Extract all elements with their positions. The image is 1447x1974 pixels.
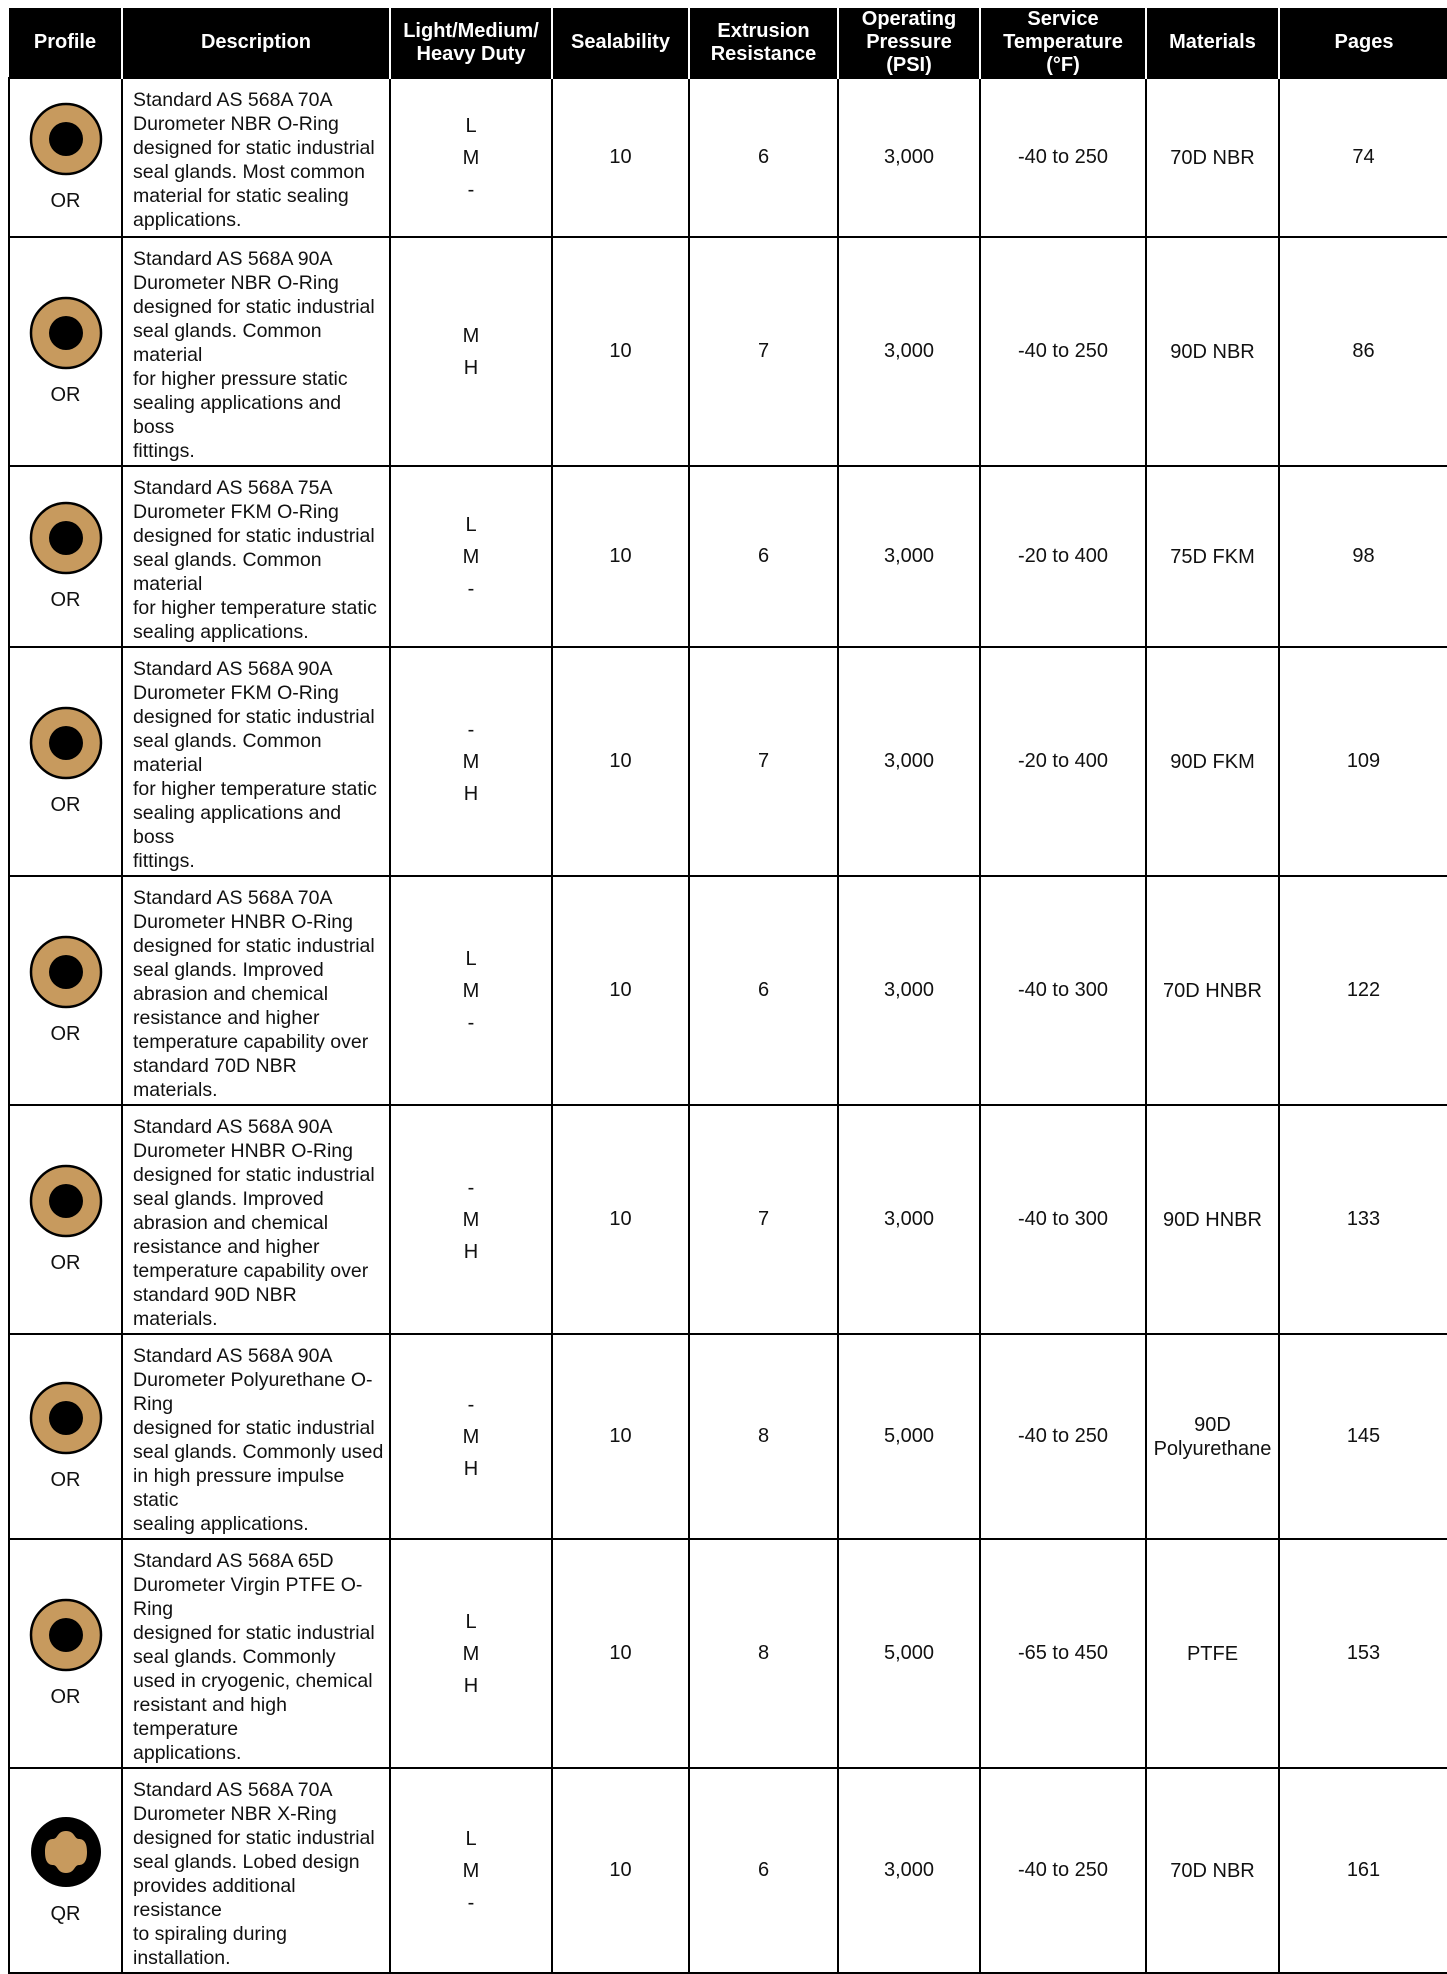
sealability-cell: 10 (552, 78, 689, 237)
column-header-pages: Pages (1279, 8, 1447, 78)
o-ring-profile-icon (29, 296, 103, 370)
description-line: Standard AS 568A 70A (133, 1779, 333, 1801)
column-header-duty: Light/Medium/ Heavy Duty (390, 8, 552, 78)
description-line: Standard AS 568A 90A (133, 1345, 333, 1367)
description-line: seal glands. Improved (133, 1188, 324, 1210)
profile-figure (10, 1815, 121, 1926)
duty-level: L (465, 114, 477, 137)
service-temperature-cell: -20 to 400 (980, 466, 1146, 647)
description-line: designed for static industrial (133, 525, 375, 547)
profile-figure (10, 102, 121, 213)
description-line: seal glands. Commonly (133, 1646, 336, 1668)
extrusion-resistance-cell: 6 (689, 466, 838, 647)
description-cell (122, 1105, 390, 1334)
description-line: provides additional resistance (133, 1875, 296, 1921)
profile-figure (10, 1598, 121, 1709)
description-cell (122, 466, 390, 647)
description-line: for higher pressure static (133, 368, 348, 390)
table-row (9, 1105, 1447, 1334)
description-line: Durometer Polyurethane O-Ring (133, 1369, 373, 1415)
description-line: Standard AS 568A 90A (133, 658, 333, 680)
profile-code: OR (50, 1469, 81, 1491)
duty-cell (390, 1768, 552, 1973)
duty-level: H (463, 782, 479, 805)
duty-level: - (467, 1891, 475, 1914)
duty-level: - (467, 718, 475, 741)
extrusion-resistance-cell: 6 (689, 1768, 838, 1973)
table-row (9, 1768, 1447, 1973)
extrusion-resistance-cell: 8 (689, 1334, 838, 1539)
description-cell (122, 237, 390, 466)
description-line: fittings. (133, 440, 195, 462)
duty-level: - (467, 178, 475, 201)
operating-pressure-cell: 3,000 (838, 1105, 980, 1334)
extrusion-resistance-cell: 8 (689, 1539, 838, 1768)
description-line: in high pressure impulse static (133, 1465, 345, 1511)
duty-cell (390, 1334, 552, 1539)
description-line: Durometer NBR O-Ring (133, 272, 339, 294)
description-line: seal glands. Improved (133, 959, 324, 981)
pages-cell: 145 (1279, 1334, 1447, 1539)
materials-cell (1146, 237, 1279, 466)
description-cell (122, 78, 390, 237)
sealability-cell: 10 (552, 647, 689, 876)
materials-cell (1146, 876, 1279, 1105)
profile-figure (10, 1381, 121, 1492)
profile-cell (9, 647, 122, 876)
description-line: designed for static industrial (133, 1622, 375, 1644)
description-line: seal glands. Common material (133, 730, 322, 776)
description-line: resistant and high temperature (133, 1694, 287, 1740)
material-line: Polyurethane (1153, 1437, 1272, 1460)
description-cell (122, 1539, 390, 1768)
description-line: standard 70D NBR materials. (133, 1055, 297, 1101)
duty-level: H (463, 1457, 479, 1480)
sealability-cell: 10 (552, 1105, 689, 1334)
description-line: applications. (133, 209, 242, 231)
profile-code: OR (50, 190, 81, 212)
service-temperature-cell: -40 to 250 (980, 237, 1146, 466)
description-line: applications. (133, 1742, 242, 1764)
duty-level: L (465, 947, 477, 970)
description-cell (122, 1334, 390, 1539)
description-line: seal glands. Lobed design (133, 1851, 360, 1873)
o-ring-profile-icon (29, 706, 103, 780)
service-temperature-cell: -20 to 400 (980, 647, 1146, 876)
description-line: seal glands. Common material (133, 549, 322, 595)
description-line: seal glands. Common material (133, 320, 322, 366)
o-ring-profile-icon (29, 1598, 103, 1672)
description-cell (122, 647, 390, 876)
description-line: Standard AS 568A 75A (133, 477, 333, 499)
material-line: 90D HNBR (1163, 1208, 1262, 1231)
table-row (9, 237, 1447, 466)
table-row (9, 466, 1447, 647)
duty-level: M (462, 1208, 480, 1231)
description-line: material for static sealing (133, 185, 349, 207)
pages-cell: 122 (1279, 876, 1447, 1105)
material-line: 70D HNBR (1163, 979, 1262, 1002)
pages-cell: 74 (1279, 78, 1447, 237)
description-line: seal glands. Commonly used (133, 1441, 384, 1463)
header-row (9, 8, 1447, 78)
duty-level: - (467, 577, 475, 600)
description-line: Standard AS 568A 65D (133, 1550, 334, 1572)
column-header-sealability: Sealability (552, 8, 689, 78)
description-line: designed for static industrial (133, 1417, 375, 1439)
description-line: sealing applications and boss (133, 802, 342, 848)
o-ring-profile-icon (29, 501, 103, 575)
column-header-service-temperature: Service Temperature (°F) (980, 8, 1146, 78)
operating-pressure-cell: 5,000 (838, 1539, 980, 1768)
materials-cell (1146, 1539, 1279, 1768)
description-line: to spiraling during installation. (133, 1923, 287, 1969)
duty-level: M (462, 1642, 480, 1665)
description-line: Standard AS 568A 90A (133, 1116, 333, 1138)
operating-pressure-cell: 3,000 (838, 466, 980, 647)
duty-level: H (463, 1240, 479, 1263)
duty-level: M (462, 146, 480, 169)
profile-cell (9, 237, 122, 466)
description-line: temperature capability over (133, 1031, 369, 1053)
materials-cell (1146, 1105, 1279, 1334)
description-line: Durometer HNBR O-Ring (133, 1140, 353, 1162)
duty-level: - (467, 1393, 475, 1416)
table-row (9, 78, 1447, 237)
operating-pressure-cell: 3,000 (838, 647, 980, 876)
duty-cell (390, 876, 552, 1105)
profile-figure (10, 1164, 121, 1275)
description-line: designed for static industrial (133, 1827, 375, 1849)
duty-cell (390, 78, 552, 237)
service-temperature-cell: -40 to 250 (980, 1334, 1146, 1539)
description-cell (122, 1768, 390, 1973)
description-line: fittings. (133, 850, 195, 872)
duty-level: - (467, 1011, 475, 1034)
material-line: 90D (1194, 1413, 1231, 1436)
o-ring-profile-icon (29, 935, 103, 1009)
o-ring-profile-icon (29, 102, 103, 176)
materials-cell (1146, 78, 1279, 237)
duty-cell (390, 1105, 552, 1334)
duty-level: M (462, 979, 480, 1002)
column-header-profile: Profile (9, 8, 122, 78)
description-line: designed for static industrial (133, 706, 375, 728)
profile-figure (10, 706, 121, 817)
table-row (9, 647, 1447, 876)
material-line: 90D FKM (1170, 750, 1255, 773)
profile-code: OR (50, 1252, 81, 1274)
profile-code: OR (50, 589, 81, 611)
operating-pressure-cell: 3,000 (838, 876, 980, 1105)
description-line: abrasion and chemical (133, 983, 329, 1005)
description-line: sealing applications and boss (133, 392, 342, 438)
service-temperature-cell: -40 to 300 (980, 876, 1146, 1105)
duty-cell (390, 237, 552, 466)
duty-level: M (462, 1425, 480, 1448)
profile-cell (9, 1105, 122, 1334)
pages-cell: 86 (1279, 237, 1447, 466)
pages-cell: 98 (1279, 466, 1447, 647)
column-header-extrusion-resistance: Extrusion Resistance (689, 8, 838, 78)
profile-figure (10, 501, 121, 612)
profile-cell (9, 876, 122, 1105)
materials-cell (1146, 466, 1279, 647)
duty-level: M (462, 324, 480, 347)
column-header-description: Description (122, 8, 390, 78)
profile-cell (9, 466, 122, 647)
extrusion-resistance-cell: 7 (689, 647, 838, 876)
description-line: Standard AS 568A 90A (133, 248, 333, 270)
profile-cell (9, 1768, 122, 1973)
description-line: Durometer HNBR O-Ring (133, 911, 353, 933)
description-line: designed for static industrial (133, 935, 375, 957)
profile-cell (9, 78, 122, 237)
materials-cell (1146, 647, 1279, 876)
pages-cell: 161 (1279, 1768, 1447, 1973)
extrusion-resistance-cell: 6 (689, 876, 838, 1105)
service-temperature-cell: -40 to 250 (980, 78, 1146, 237)
sealability-cell: 10 (552, 237, 689, 466)
description-line: designed for static industrial (133, 296, 375, 318)
description-line: for higher temperature static (133, 778, 377, 800)
description-line: Standard AS 568A 70A (133, 887, 333, 909)
materials-cell (1146, 1334, 1279, 1539)
service-temperature-cell: -65 to 450 (980, 1539, 1146, 1768)
description-line: for higher temperature static (133, 597, 377, 619)
description-line: abrasion and chemical (133, 1212, 329, 1234)
operating-pressure-cell: 3,000 (838, 1768, 980, 1973)
profile-code: OR (50, 1023, 81, 1045)
description-line: designed for static industrial (133, 1164, 375, 1186)
service-temperature-cell: -40 to 300 (980, 1105, 1146, 1334)
material-line: PTFE (1186, 1642, 1239, 1665)
sealability-cell: 10 (552, 1768, 689, 1973)
duty-cell (390, 1539, 552, 1768)
table-body (9, 78, 1447, 1973)
profile-cell (9, 1334, 122, 1539)
material-line: 75D FKM (1170, 545, 1255, 568)
description-line: Durometer Virgin PTFE O-Ring (133, 1574, 363, 1620)
duty-level: L (465, 1827, 477, 1850)
profile-code: OR (50, 384, 81, 406)
description-line: temperature capability over (133, 1260, 369, 1282)
table-row (9, 1539, 1447, 1768)
description-line: seal glands. Most common (133, 161, 365, 183)
operating-pressure-cell: 3,000 (838, 78, 980, 237)
duty-level: L (465, 1610, 477, 1633)
extrusion-resistance-cell: 6 (689, 78, 838, 237)
description-line: resistance and higher (133, 1007, 320, 1029)
pages-cell: 109 (1279, 647, 1447, 876)
description-line: standard 90D NBR materials. (133, 1284, 297, 1330)
sealability-cell: 10 (552, 1334, 689, 1539)
description-line: Durometer FKM O-Ring (133, 682, 339, 704)
description-line: Durometer NBR O-Ring (133, 113, 339, 135)
pages-cell: 133 (1279, 1105, 1447, 1334)
sealability-cell: 10 (552, 1539, 689, 1768)
materials-cell (1146, 1768, 1279, 1973)
seal-selection-table (8, 8, 1447, 1974)
profile-code: QR (50, 1903, 81, 1925)
duty-level: L (465, 513, 477, 536)
duty-level: H (463, 356, 479, 379)
seal-selection-table-container (8, 8, 1447, 1974)
duty-cell (390, 647, 552, 876)
description-line: designed for static industrial (133, 137, 375, 159)
extrusion-resistance-cell: 7 (689, 237, 838, 466)
description-line: resistance and higher (133, 1236, 320, 1258)
operating-pressure-cell: 5,000 (838, 1334, 980, 1539)
pages-cell: 153 (1279, 1539, 1447, 1768)
sealability-cell: 10 (552, 466, 689, 647)
table-row (9, 876, 1447, 1105)
description-line: used in cryogenic, chemical (133, 1670, 373, 1692)
extrusion-resistance-cell: 7 (689, 1105, 838, 1334)
description-line: sealing applications. (133, 621, 309, 643)
description-line: Durometer FKM O-Ring (133, 501, 339, 523)
material-line: 90D NBR (1170, 340, 1255, 363)
o-ring-profile-icon (29, 1381, 103, 1455)
o-ring-profile-icon (29, 1164, 103, 1238)
profile-cell (9, 1539, 122, 1768)
description-line: sealing applications. (133, 1513, 309, 1535)
duty-level: H (463, 1674, 479, 1697)
column-header-operating-pressure: Operating Pressure (PSI) (838, 8, 980, 78)
description-line: Durometer NBR X-Ring (133, 1803, 337, 1825)
duty-cell (390, 466, 552, 647)
duty-level: M (462, 545, 480, 568)
column-header-materials: Materials (1146, 8, 1279, 78)
material-line: 70D NBR (1170, 146, 1255, 169)
duty-level: M (462, 1859, 480, 1882)
sealability-cell: 10 (552, 876, 689, 1105)
profile-figure (10, 296, 121, 407)
profile-code: OR (50, 1686, 81, 1708)
material-line: 70D NBR (1170, 1859, 1255, 1882)
duty-level: - (467, 1176, 475, 1199)
operating-pressure-cell: 3,000 (838, 237, 980, 466)
table-row (9, 1334, 1447, 1539)
profile-code: OR (50, 794, 81, 816)
service-temperature-cell: -40 to 250 (980, 1768, 1146, 1973)
description-line: Standard AS 568A 70A (133, 89, 333, 111)
x-ring-profile-icon (29, 1815, 103, 1889)
profile-figure (10, 935, 121, 1046)
duty-level: M (462, 750, 480, 773)
description-cell (122, 876, 390, 1105)
